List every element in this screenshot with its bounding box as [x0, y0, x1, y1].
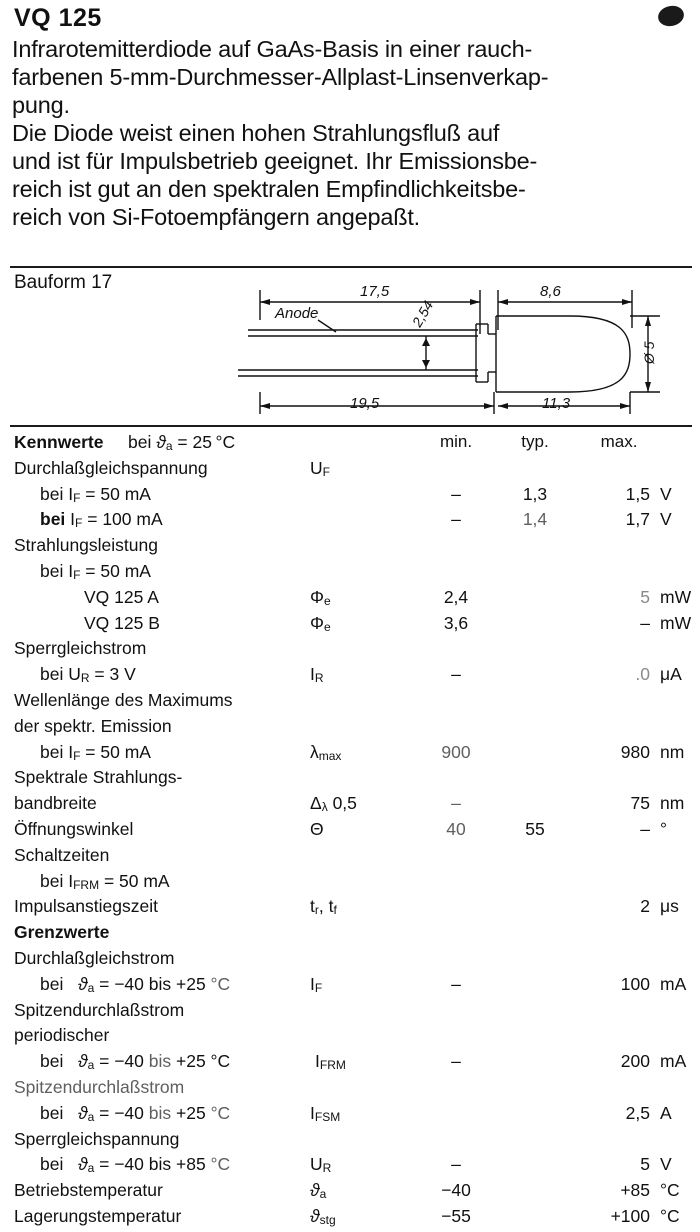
- table-row: [10, 871, 694, 897]
- row-label: Schaltzeiten: [14, 844, 110, 865]
- row-max: +85: [620, 1180, 650, 1201]
- characteristics-table: [10, 432, 694, 1232]
- row-min: –: [451, 509, 461, 530]
- row-symbol: λmax: [310, 741, 342, 763]
- row-min: 40: [446, 818, 466, 839]
- row-max: .0: [635, 664, 650, 685]
- row-label: bei ϑa = −40 bis +25 °C: [40, 1051, 231, 1073]
- row-min: –: [451, 664, 461, 685]
- table-row: [10, 716, 694, 742]
- description-line-5: und ist für Impulsbetrieb geeignet. Ihr Emissionsbe-: [12, 148, 538, 175]
- row-label: bei ϑa = −40 bis +25 °C: [40, 1102, 231, 1124]
- row-label: bei UR = 3 V: [40, 664, 136, 686]
- table-row: [10, 458, 694, 484]
- row-unit: V: [660, 1154, 672, 1175]
- row-max: 1,7: [625, 509, 650, 530]
- package-drawing-svg: [230, 272, 680, 422]
- row-symbol: ϑstg: [310, 1205, 336, 1227]
- row-max: 5: [640, 586, 650, 607]
- row-label: Wellenlänge des Maximums: [14, 689, 233, 710]
- row-unit: °C: [660, 1180, 680, 1201]
- label-anode: Anode: [275, 305, 319, 322]
- row-max: 200: [620, 1051, 650, 1072]
- row-symbol: UF: [310, 457, 330, 479]
- row-max: –: [640, 818, 650, 839]
- row-label: VQ 125 B: [84, 612, 160, 633]
- row-max: 2,5: [625, 1102, 650, 1123]
- row-min: –: [451, 793, 461, 814]
- row-unit: mW: [660, 586, 692, 607]
- description-line-7: reich von Si-Fotoempfängern angepaßt.: [12, 204, 421, 231]
- row-symbol: Φe: [310, 612, 331, 634]
- row-unit: A: [660, 1102, 672, 1123]
- description-block: [12, 36, 684, 231]
- row-label: Lagerungstemperatur: [14, 1205, 182, 1226]
- row-min: –: [451, 1051, 461, 1072]
- dim-lead-length: 19,5: [350, 395, 380, 412]
- table-row: [10, 1180, 694, 1206]
- dim-pitch: 2,54: [408, 297, 437, 330]
- row-symbol: UR: [310, 1154, 332, 1176]
- row-max: +100: [610, 1205, 650, 1226]
- section-kennwerte: Kennwerte: [14, 432, 104, 452]
- table-row: [10, 1129, 694, 1155]
- row-label: Spitzendurchlaßstrom: [14, 1076, 185, 1097]
- row-unit: μA: [660, 664, 682, 685]
- table-row: [10, 1206, 694, 1232]
- section-grenzwerte: Grenzwerte: [14, 922, 110, 943]
- row-label: Durchlaßgleichspannung: [14, 457, 208, 478]
- row-label: Strahlungsleistung: [14, 535, 158, 556]
- row-min: 2,4: [443, 586, 469, 607]
- row-label: bei IF = 50 mA: [40, 560, 151, 582]
- row-unit: nm: [660, 741, 685, 762]
- row-label: Sperrgleichspannung: [14, 1128, 180, 1149]
- row-typ: 55: [525, 818, 545, 839]
- row-min: 3,6: [443, 612, 469, 633]
- row-max: 100: [620, 973, 650, 994]
- table-row: [10, 690, 694, 716]
- row-symbol: Φe: [310, 586, 331, 608]
- col-header-max: max.: [600, 432, 638, 451]
- row-unit: °C: [660, 1205, 680, 1226]
- row-max: 980: [620, 741, 650, 762]
- table-row: [10, 819, 694, 845]
- row-unit: V: [660, 509, 672, 530]
- drawing-caption: Bauform 17: [14, 272, 113, 293]
- row-typ: 1,4: [522, 509, 548, 530]
- row-label: Betriebstemperatur: [14, 1180, 163, 1201]
- row-symbol: IFRM: [315, 1051, 346, 1073]
- table-row: [10, 742, 694, 768]
- row-unit: mA: [660, 973, 687, 994]
- row-label: Sperrgleichstrom: [14, 638, 147, 659]
- page-title: VQ 125: [14, 4, 102, 32]
- row-label: Durchlaßgleichstrom: [14, 947, 175, 968]
- package-drawing: [230, 272, 680, 422]
- table-row: [10, 948, 694, 974]
- row-label: Impulsanstiegszeit: [14, 896, 158, 917]
- row-symbol: tr, tf: [310, 896, 337, 918]
- row-min: −55: [441, 1205, 471, 1226]
- section-grenzwerte-row: [10, 922, 694, 948]
- col-header-typ: typ.: [521, 432, 549, 451]
- table-row: [10, 664, 694, 690]
- table-row: [10, 767, 694, 793]
- row-unit: °: [660, 818, 667, 839]
- row-label: VQ 125 A: [84, 586, 159, 607]
- row-label: Spektrale Strahlungs-: [14, 767, 183, 788]
- row-min: 900: [441, 741, 471, 762]
- table-row: [10, 845, 694, 871]
- row-max: 75: [630, 793, 650, 814]
- row-max: 5: [640, 1154, 650, 1175]
- row-label: bei IF = 50 mA: [40, 483, 151, 505]
- row-min: –: [451, 973, 461, 994]
- row-min: –: [451, 483, 461, 504]
- table-row: [10, 1154, 694, 1180]
- table-row: [10, 638, 694, 664]
- dim-lens-length: 8,6: [540, 283, 561, 300]
- table-row: [10, 793, 694, 819]
- ink-blob-icon: [656, 4, 686, 29]
- row-max: 1,5: [625, 483, 650, 504]
- table-row: [10, 1025, 694, 1051]
- row-min: −40: [441, 1180, 471, 1201]
- row-label: bei ϑa = −40 bis +85 °C: [40, 1154, 231, 1176]
- dim-body-length: 11,3: [542, 395, 571, 412]
- description-line-3: pung.: [12, 92, 70, 119]
- row-label: Spitzendurchlaßstrom: [14, 999, 185, 1020]
- table-row: [10, 1103, 694, 1129]
- row-unit: nm: [660, 793, 685, 814]
- row-label: periodischer: [14, 1025, 110, 1046]
- table-row: [10, 1077, 694, 1103]
- table-row: [10, 535, 694, 561]
- dim-diameter: Ø 5: [641, 341, 657, 364]
- row-label: bei IF = 100 mA: [40, 509, 163, 531]
- table-row: [10, 1051, 694, 1077]
- description-line-6: reich ist gut an den spektralen Empfindlichkeitsbe-: [12, 176, 526, 203]
- table-row: [10, 896, 694, 922]
- row-label: bandbreite: [14, 793, 97, 814]
- row-unit: mA: [660, 1051, 687, 1072]
- row-symbol: IF: [310, 973, 323, 995]
- row-symbol: Θ: [310, 818, 324, 839]
- table-row: [10, 509, 694, 535]
- dim-total-top: 17,5: [360, 283, 390, 300]
- row-min: –: [451, 1154, 461, 1175]
- table-row: [10, 1000, 694, 1026]
- row-label: bei IF = 50 mA: [40, 741, 151, 763]
- table-row: [10, 587, 694, 613]
- description-line-1: Infrarotemitterdiode auf GaAs-Basis in einer rauch-: [12, 36, 533, 62]
- row-label: der spektr. Emission: [14, 715, 172, 736]
- divider-top: [10, 266, 692, 268]
- row-unit: μs: [660, 896, 679, 917]
- row-label: bei IFRM = 50 mA: [40, 870, 170, 892]
- table-header-row: [10, 432, 694, 458]
- description-line-4: Die Diode weist einen hohen Strahlungsfluß auf: [12, 120, 500, 147]
- divider-bottom: [10, 425, 692, 427]
- row-symbol: IR: [310, 664, 324, 686]
- row-label: Öffnungswinkel: [14, 818, 134, 839]
- row-max: –: [640, 612, 650, 633]
- row-symbol: Δλ 0,5: [310, 793, 357, 815]
- row-symbol: ϑa: [310, 1180, 327, 1202]
- row-unit: mW: [660, 612, 692, 633]
- col-header-min: min.: [439, 432, 473, 451]
- row-max: 2: [640, 896, 650, 917]
- row-label: bei ϑa = −40 bis +25 °C: [40, 973, 231, 995]
- row-symbol: IFSM: [310, 1102, 341, 1124]
- table-row: [10, 974, 694, 1000]
- description-line-2: farbenen 5-mm-Durchmesser-Allplast-Linsenverkap-: [12, 64, 549, 91]
- table-row: [10, 561, 694, 587]
- table-row: [10, 484, 694, 510]
- row-typ: 1,3: [522, 483, 548, 504]
- kennwerte-condition: bei ϑa = 25 °C: [128, 432, 236, 453]
- row-unit: V: [660, 483, 672, 504]
- table-row: [10, 613, 694, 639]
